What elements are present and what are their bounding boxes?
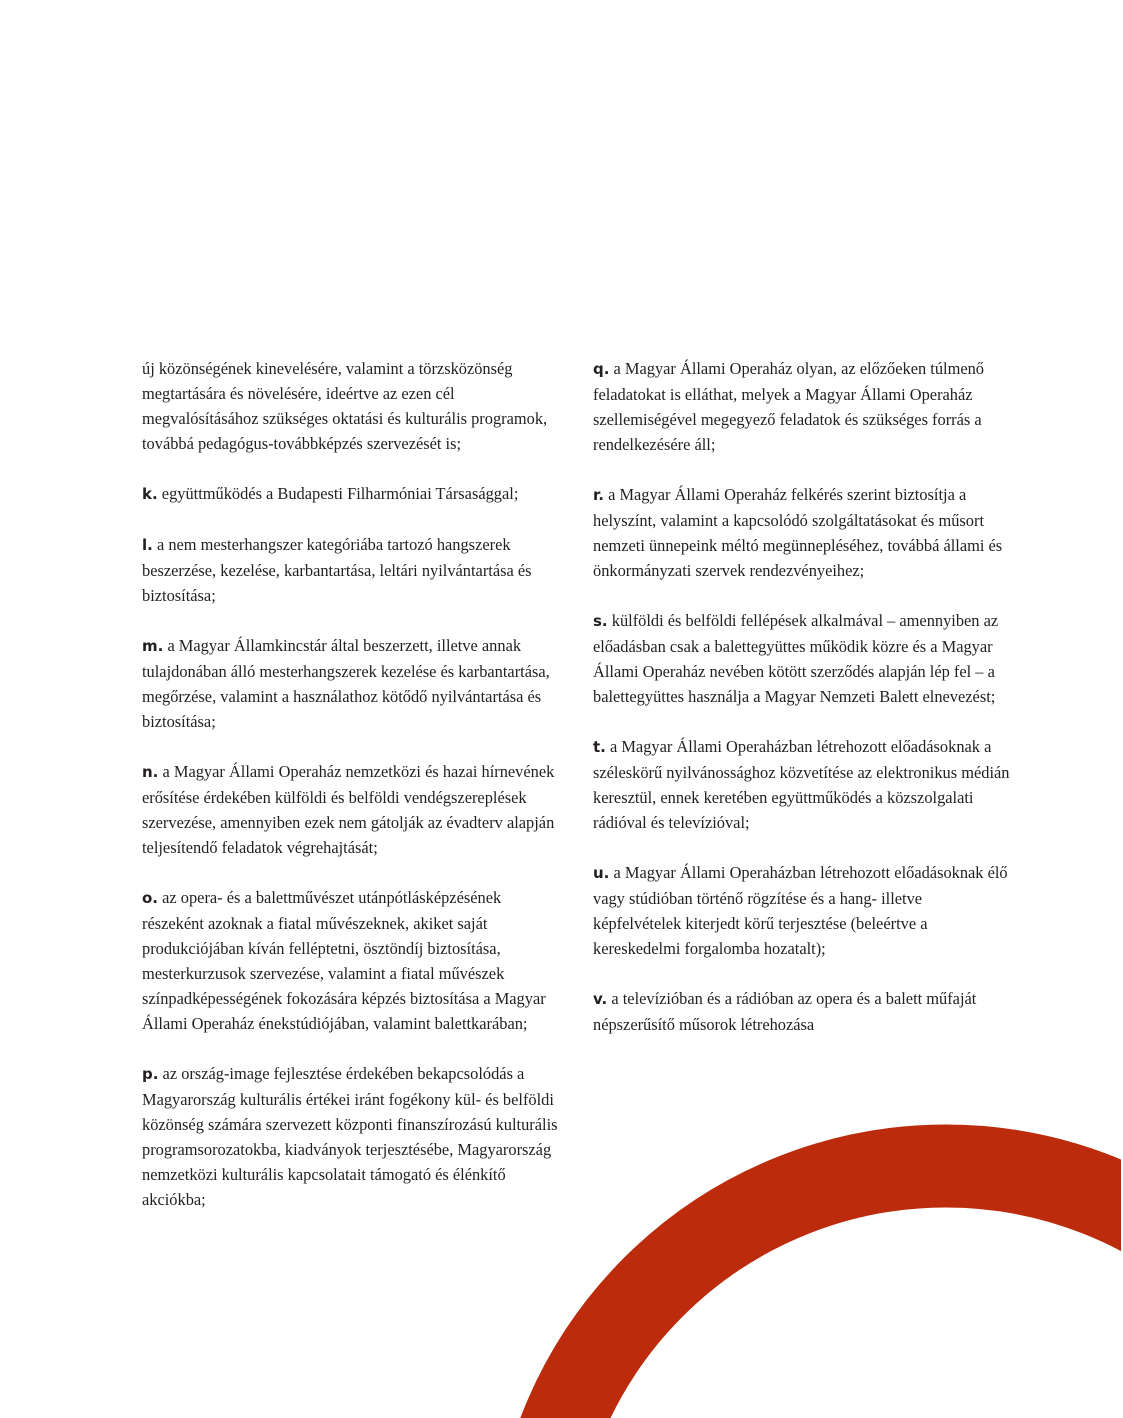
list-item-s [593, 608, 1013, 709]
item-letter: q. [593, 360, 610, 378]
left-column [142, 356, 562, 1237]
item-text: az ország-image fejlesztése érdekében bekapcsolódás a Magyarország kulturális értékei iránt fogékony kül- és belföldi közönség számára szervezett központi finanszírozású kulturális programsorozatokba, kiadványok terjesztésébe, Magyarország nemzetközi kulturális kapcsolatait támogató és élénkítő akciókba; [142, 1064, 558, 1209]
list-item-k [142, 481, 562, 507]
list-item-t [593, 734, 1013, 835]
item-text: a Magyar Állami Operaházban létrehozott előadásoknak élő vagy stúdióban történő rögzítése és a hang- illetve képfelvételek kiterjedt körű terjesztése (beleértve a kereskedelmi forgalomba hozatalt); [593, 863, 1008, 958]
list-item-q [593, 356, 1013, 457]
item-letter: t. [593, 738, 606, 756]
item-text: a Magyar Államkincstár által beszerzett, illetve annak tulajdonában álló mesterhangszerek kezelése és karbantartása, megőrzése, valamint a használathoz kötődő nyilvántartása és biztosítása; [142, 636, 550, 731]
list-item-n [142, 759, 562, 860]
right-column [593, 356, 1013, 1062]
list-item-r [593, 482, 1013, 583]
list-item-v [593, 986, 1013, 1037]
item-letter: s. [593, 612, 608, 630]
item-text: a Magyar Állami Operaház felkérés szerint biztosítja a helyszínt, valamint a kapcsolódó szolgáltatásokat és műsort nemzeti ünnepeink méltó megünnepléséhez, továbbá állami és önkormányzati szervek rendezvényeihez; [593, 485, 1003, 580]
item-letter: p. [142, 1065, 159, 1083]
item-text: az opera- és a balettművészet utánpótlásképzésének részeként azoknak a fiatal művészeknek, akiket saját produkciójában kíván felléptetni, ösztöndíj biztosítása, mesterkurzusok szervezése, valamint a fiatal művészek színpadképességének fokozására képzés biztosítása a Magyar Állami Operaház énekstúdiójában, valamint balettkarában; [142, 888, 546, 1033]
item-text: a Magyar Állami Operaház olyan, az előzőeken túlmenő feladatokat is elláthat, melyek a Magyar Állami Operaház szellemiségével megegyező feladatok és szükséges forrás a rendelkezésére áll; [593, 359, 985, 454]
item-text: a televízióban és a rádióban az opera és a balett műfaját népszerűsítő műsorok létrehozása [593, 989, 977, 1034]
item-text: a Magyar Állami Operaház nemzetközi és hazai hírnevének erősítése érdekében külföldi és belföldi vendégszereplések szervezése, amennyiben ezek nem gátolják az évadterv alapján teljesítendő feladatok végrehajtását; [142, 762, 555, 857]
list-item-m [142, 633, 562, 734]
list-item-u [593, 860, 1013, 961]
item-letter: l. [142, 536, 153, 554]
item-letter: n. [142, 763, 159, 781]
list-item-l [142, 532, 562, 608]
item-letter: o. [142, 889, 159, 907]
item-text: külföldi és belföldi fellépések alkalmával – amennyiben az előadásban csak a balettegyüttes működik közre és a Magyar Állami Operaház nevében kötött szerződés alapján lép fel – a balettegyüttes használja a Magyar Nemzeti Balett elnevezést; [593, 611, 999, 706]
item-text: a Magyar Állami Operaházban létrehozott előadásoknak a széleskörű nyilvánossághoz közvetítése az elektronikus médián keresztül, ennek keretében együttműködés a közszolgalati rádióval és televízióval; [593, 737, 1010, 832]
item-letter: r. [593, 486, 604, 504]
item-text: együttműködés a Budapesti Filharmóniai Társasággal; [161, 484, 519, 503]
item-letter: k. [142, 485, 158, 503]
intro-paragraph: új közönségének kinevelésére, valamint a törzsközönség megtartására és növelésére, ideértve az ezen cél megvalósításához szükséges oktatási és kulturális programok, továbbá pedagógus-továbbképzés szervezését is; [142, 359, 548, 453]
item-letter: u. [593, 864, 610, 882]
item-text: a nem mesterhangszer kategóriába tartozó hangszerek beszerzése, kezelése, karbantartása, leltári nyilvántartása és biztosítása; [142, 535, 532, 605]
list-item-p [142, 1061, 562, 1212]
item-letter: m. [142, 637, 164, 655]
item-letter: v. [593, 990, 608, 1008]
list-item-o [142, 885, 562, 1036]
